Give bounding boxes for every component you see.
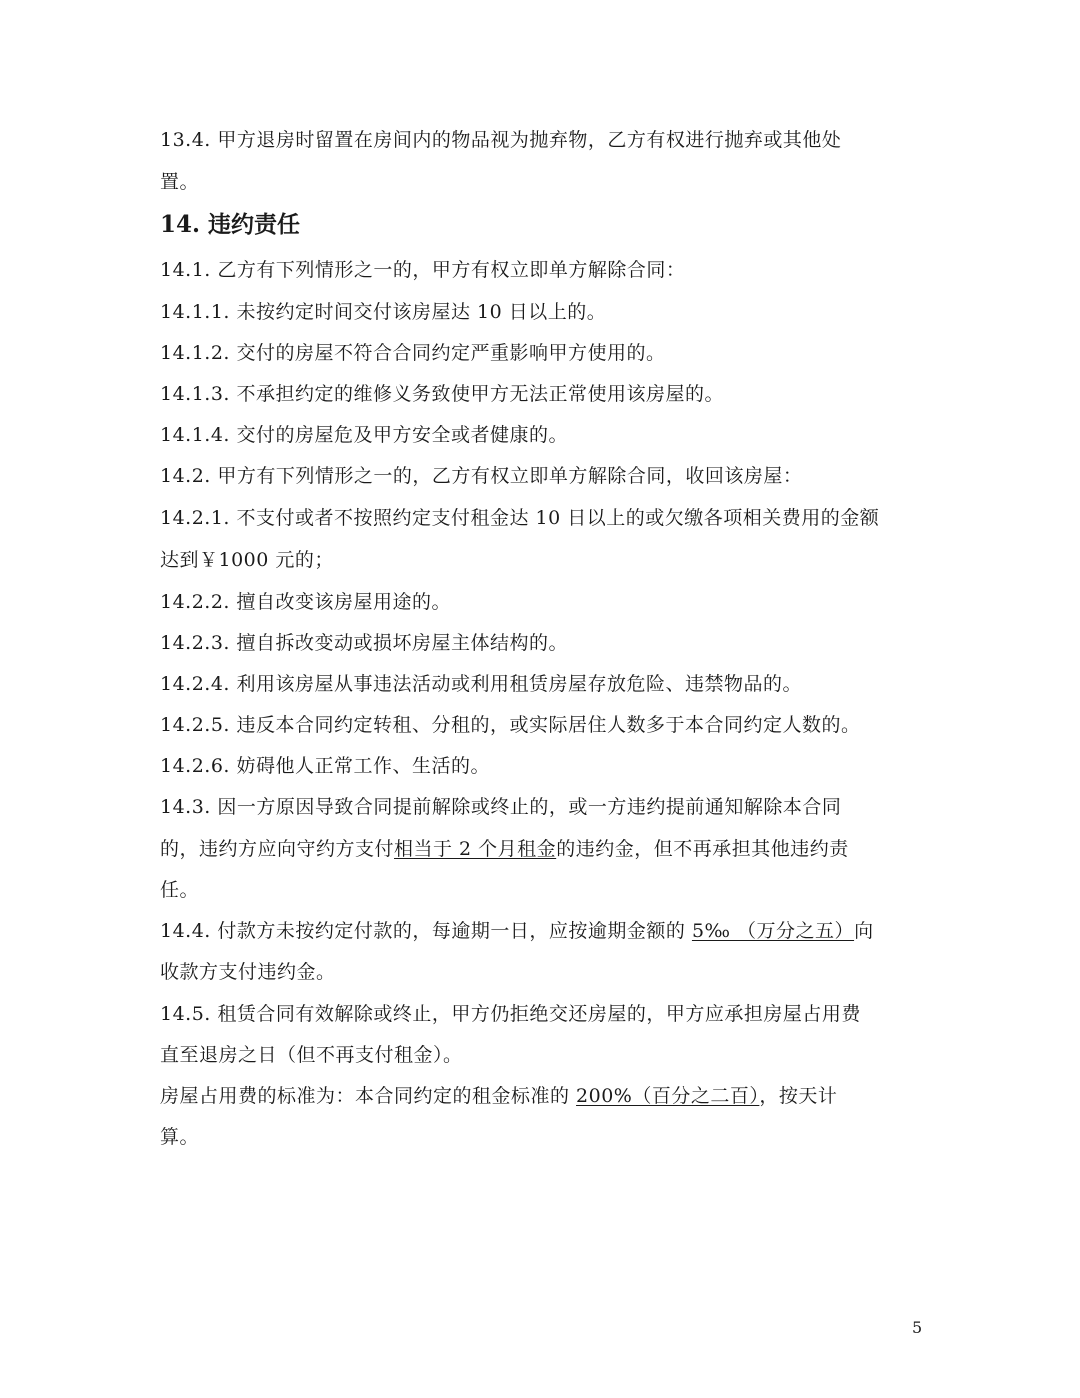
- penalty-amount-underlined: 相当于 2 个月租金: [394, 838, 557, 860]
- clause-14-2-2: 14.2.2. 擅自改变该房屋用途的。: [160, 591, 452, 613]
- clause-14-4-text-after: 向: [854, 920, 874, 942]
- clause-14-4-text: 14.4. 付款方未按约定付款的，每逾期一日，应按逾期金额的: [160, 920, 692, 942]
- clause-14-3-line-1: 14.3. 因一方原因导致合同提前解除或终止的，或一方违约提前通知解除本合同: [160, 796, 842, 818]
- occupancy-fee-line-1: [160, 1082, 837, 1110]
- clause-14-2-4: 14.2.4. 利用该房屋从事违法活动或利用租赁房屋存放危险、违禁物品的。: [160, 673, 803, 695]
- occupancy-fee-rate-underlined: 200%（百分之二百）: [576, 1085, 760, 1107]
- clause-14-3-line-3: 任。: [160, 879, 200, 901]
- clause-14-1-3: 14.1.3. 不承担约定的维修义务致使甲方无法正常使用该房屋的。: [160, 383, 725, 405]
- section-14-heading: 14. 违约责任: [160, 211, 301, 238]
- clause-14-2-5: 14.2.5. 违反本合同约定转租、分租的，或实际居住人数多于本合同约定人数的。: [160, 714, 861, 736]
- clause-14-5-line-2: 直至退房之日（但不再支付租金）。: [160, 1044, 463, 1066]
- clause-14-1-4: 14.1.4. 交付的房屋危及甲方安全或者健康的。: [160, 424, 569, 446]
- clause-14-2-6: 14.2.6. 妨碍他人正常工作、生活的。: [160, 755, 491, 777]
- clause-14-1-1: 14.1.1. 未按约定时间交付该房屋达 10 日以上的。: [160, 301, 607, 323]
- clause-14-2: 14.2. 甲方有下列情形之一的，乙方有权立即单方解除合同，收回该房屋：: [160, 465, 803, 487]
- occupancy-fee-line-2: 算。: [160, 1126, 200, 1148]
- clause-14-2-3: 14.2.3. 擅自拆改变动或损坏房屋主体结构的。: [160, 632, 569, 654]
- late-fee-rate-underlined: 5‰ （万分之五）: [691, 920, 855, 942]
- clause-13-4-line-2: 置。: [160, 171, 200, 193]
- clause-13-4-line-1: 13.4. 甲方退房时留置在房间内的物品视为抛弃物，乙方有权进行抛弃或其他处: [160, 129, 842, 151]
- clause-14-1-2: 14.1.2. 交付的房屋不符合合同约定严重影响甲方使用的。: [160, 342, 666, 364]
- clause-14-4-line-1: [160, 917, 874, 945]
- clause-14-4-line-2: 收款方支付违约金。: [160, 961, 336, 983]
- clause-14-3-text-after: 的违约金，但不再承担其他违约责: [556, 838, 849, 860]
- clause-14-3-text: 的，违约方应向守约方支付: [160, 838, 395, 860]
- clause-14-2-1-line-1: 14.2.1. 不支付或者不按照约定支付租金达 10 日以上的或欠缴各项相关费用的金额: [160, 507, 880, 529]
- occupancy-fee-text-after: ，按天计: [759, 1085, 838, 1107]
- page-number: 5: [912, 1318, 923, 1337]
- clause-14-3-line-2: [160, 835, 849, 863]
- clause-14-5-line-1: 14.5. 租赁合同有效解除或终止，甲方仍拒绝交还房屋的，甲方应承担房屋占用费: [160, 1003, 861, 1025]
- clause-14-1: 14.1. 乙方有下列情形之一的，甲方有权立即单方解除合同：: [160, 259, 686, 281]
- clause-14-2-1-line-2: 达到￥1000 元的；: [160, 549, 334, 571]
- occupancy-fee-text: 房屋占用费的标准为：本合同约定的租金标准的: [160, 1085, 577, 1107]
